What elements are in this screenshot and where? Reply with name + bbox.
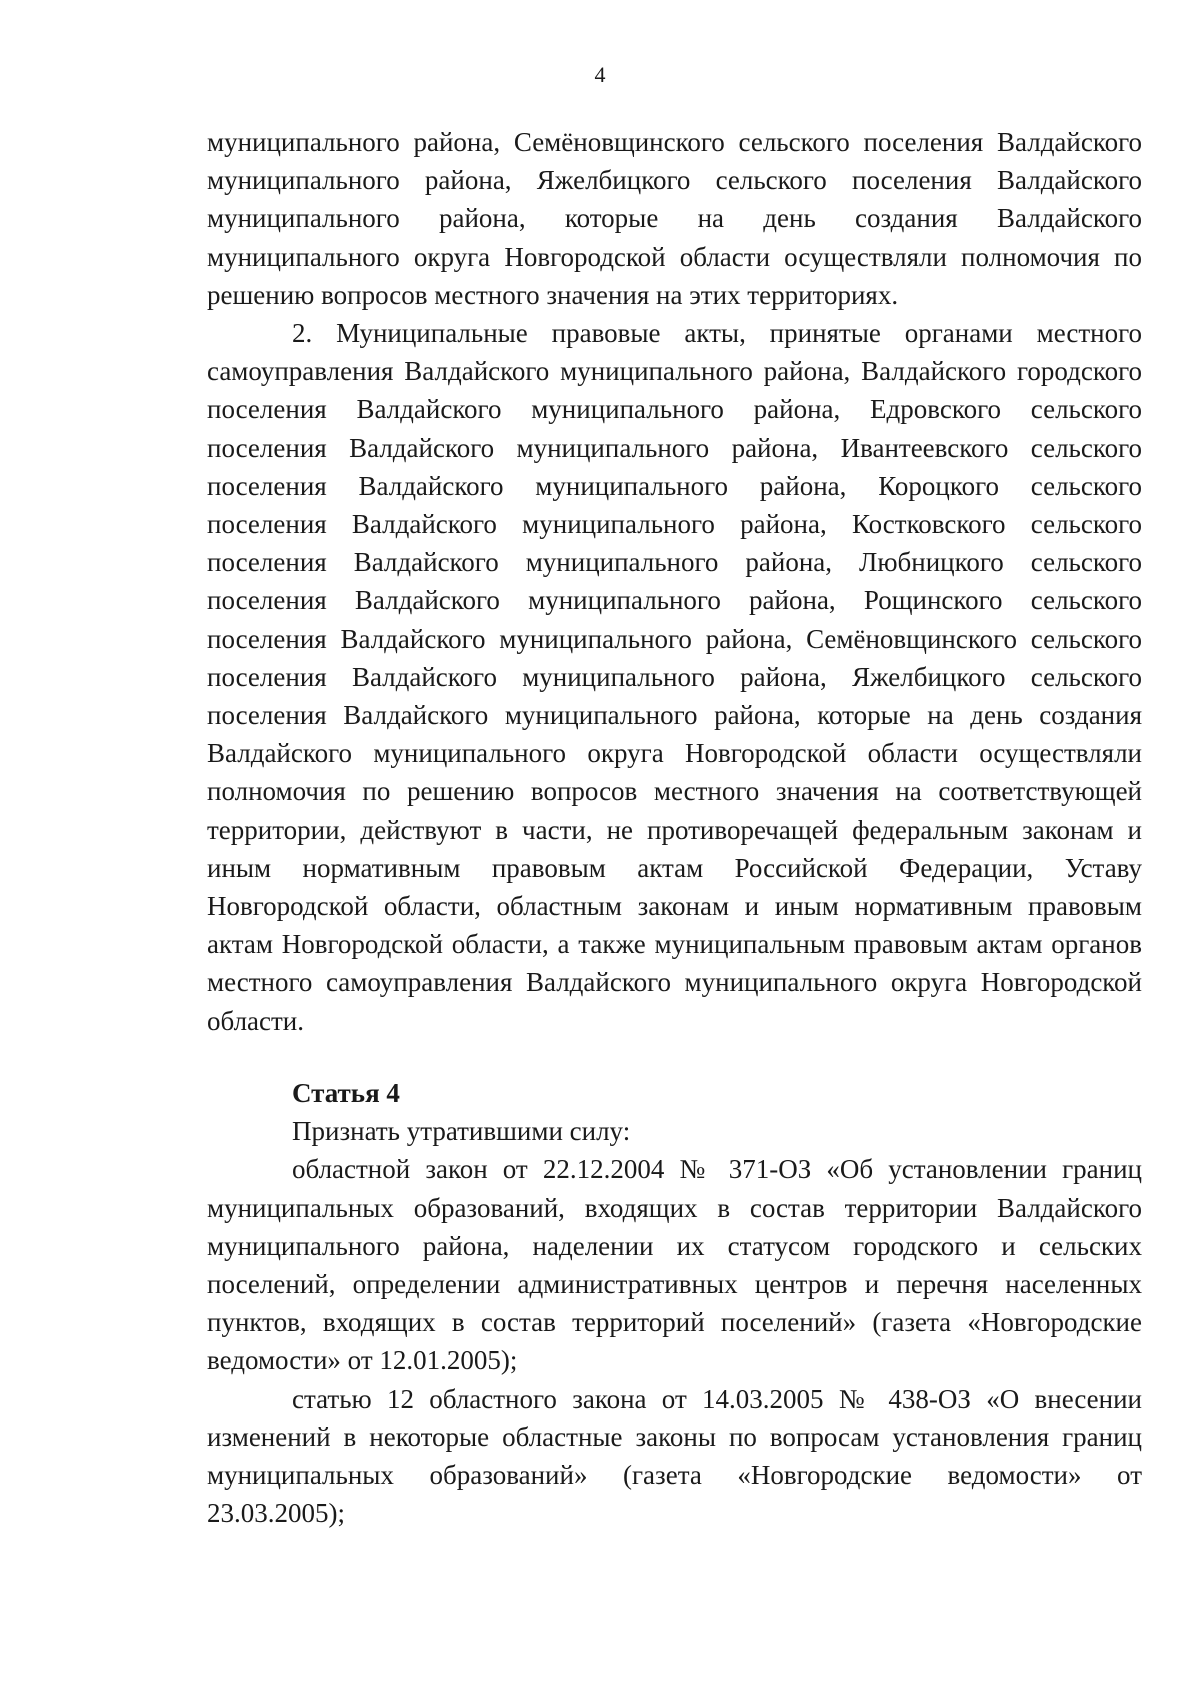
- page-number: 4: [594, 62, 606, 87]
- article-title: Статья 4: [292, 1078, 400, 1108]
- article-intro: Признать утратившими силу:: [292, 1116, 631, 1147]
- paragraph-continuation: муниципального района, Семёновщинского сельского поселения Валдайского муниципального района, Яжелбицкого сельского поселения Валдайского муниципального района, которые на день создания Валдайского муниципального округа Новгородской области осуществляли полномочия по решению вопросов местного значения на этих территориях.: [207, 127, 1142, 310]
- article-item: статью 12 областного закона от 14.03.2005 № 438-ОЗ «О внесении изменений в некоторые областные законы по вопросам установления границ муниципальных образований» (газета «Новгородские ведомости» от 23.03.2005);: [207, 1383, 1142, 1529]
- article-section: [207, 1074, 1142, 1532]
- paragraph-item-2: 2. Муниципальные правовые акты, принятые органами местного самоуправления Валдайского муниципального района, Валдайского городского поселения Валдайского муниципального района, Едровского сельского поселения Валдайского муниципального района, Ивантеевского сельского поселения Валдайского муниципального района, Короцкого сельского поселения Валдайского муниципального района, Костковского сельского поселения Валдайского муниципального района, Любницкого сельского поселения Валдайского муниципального района, Рощинского сельского поселения Валдайского муниципального района, Семёновщинского сельского поселения Валдайского муниципального района, Яжелбицкого сельского поселения Валдайского муниципального района, которые на день создания Валдайского муниципального округа Новгородской области осуществляли полномочия по решению вопросов местного значения на соответствующей территории, действуют в части, не противоречащей федеральным законам и иным нормативным правовым актам Российской Федерации, Уставу Новгородской области, областным законам и иным нормативным правовым актам Новгородской области, а также муниципальным правовым актам органов местного самоуправления Валдайского муниципального округа Новгородской области.: [207, 318, 1142, 1036]
- body-text-top: [207, 123, 1142, 1040]
- article-item: областной закон от 22.12.2004 № 371-ОЗ «Об установлении границ муниципальных образований, входящих в состав территории Валдайского муниципального района, наделении их статусом городского и сельских поселений, определении административных центров и перечня населенных пунктов, входящих в состав территорий поселений» (газета «Новгородские ведомости» от 12.01.2005);: [207, 1154, 1142, 1376]
